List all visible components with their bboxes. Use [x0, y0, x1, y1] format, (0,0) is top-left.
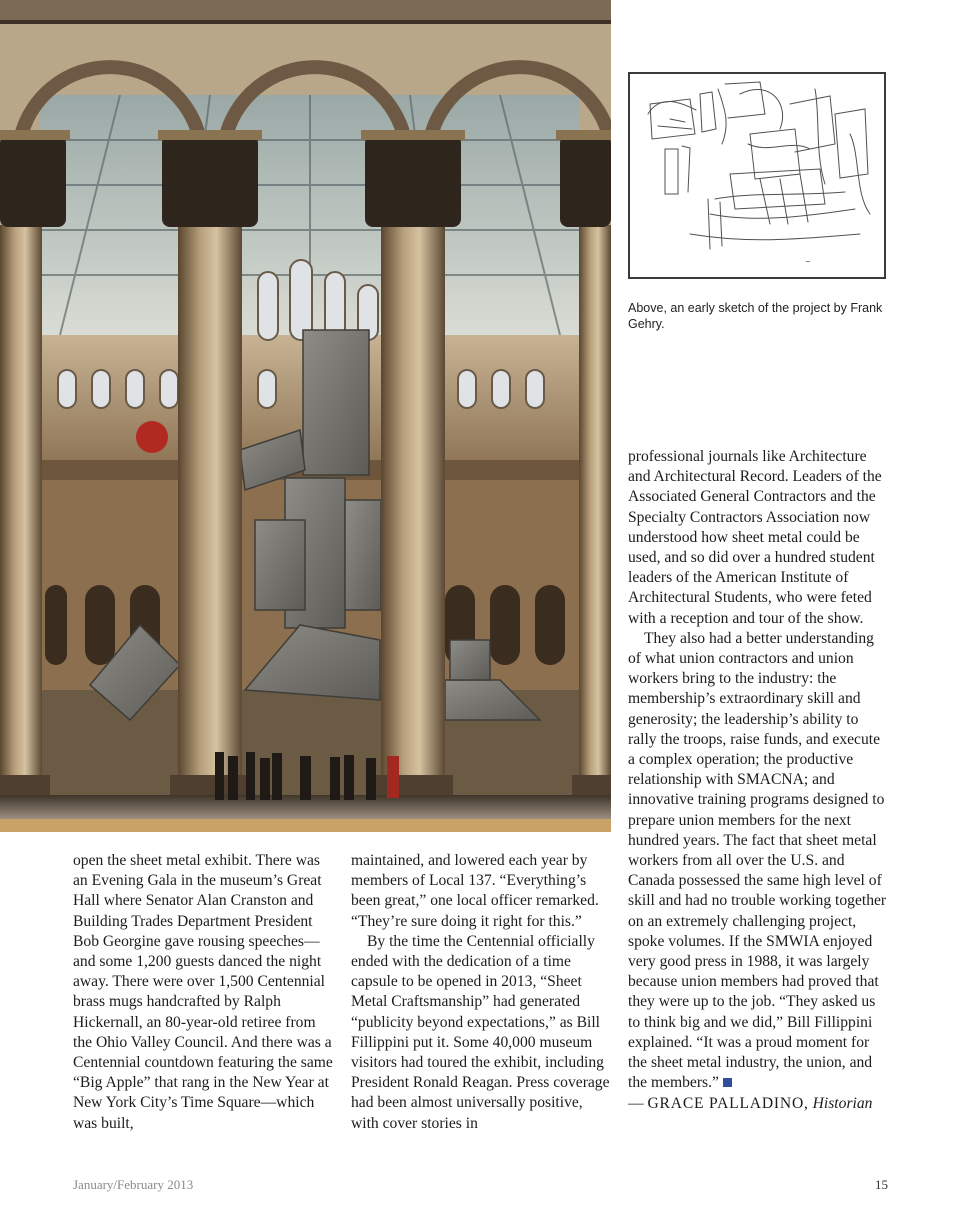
paragraph: maintained, and lowered each year by members of Local 137. “Everything’s been great,” one local officer remarked. “They’re sure doing it right for this.”: [351, 852, 599, 930]
sketch-caption: Above, an early sketch of the project by Frank Gehry.: [628, 301, 883, 331]
signature-dash: —: [628, 1094, 648, 1112]
text-column-1: [73, 851, 335, 1134]
text-column-3: [628, 447, 890, 1114]
issue-date: January/February 2013: [73, 1177, 194, 1192]
sketch-signature: ~: [805, 258, 811, 266]
gehry-sketch: [628, 72, 886, 279]
paragraph: open the sheet metal exhibit. There was an Evening Gala in the museum’s Great Hall where Senator Alan Cranston and Building Trades Department President Bob Georgine gave rousing speeches—and some 1,200 guests danced the night away. There were over 1,500 Centennial brass mugs handcrafted by Ralph Hickernall, an 80-year-old retiree from the Ohio Valley Council. And there was a Centennial countdown featuring the same “Big Apple” that rang in the New Year at New York City’s Time Square—which was built,: [73, 852, 333, 1132]
author-name: GRACE PALLADINO,: [647, 1094, 809, 1112]
text-column-2: [351, 851, 613, 1134]
end-of-article-icon: [723, 1078, 732, 1087]
author-signature: [628, 1094, 890, 1114]
paragraph: By the time the Centennial officially ended with the dedication of a time capsule to be opened in 2013, “Sheet Metal Craftsmanship” had generated “publicity beyond expectations,” as Bill Fillippini put it. Some 40,000 museum visitors had toured the exhibit, including President Ronald Reagan. Press coverage had been almost universally positive, with cover stories in: [351, 932, 610, 1132]
closing-paragraph: [628, 629, 890, 1094]
author-role: Historian: [808, 1094, 873, 1112]
paragraph: professional journals like Architecture and Architectural Record. Leaders of the Associated General Contractors and the Specialty Contractors Association now understood how sheet metal could be used, and so did over a hundred student leaders of the American Institute of Architectural Students, who were feted with a reception and tour of the show.: [628, 448, 882, 627]
exhibit-photo: [0, 0, 611, 832]
paragraph-text: They also had a better understanding of what union contractors and union workers bring to the industry: the membership’s extraordinary skill and generosity; the leadership’s ability to rally the troops, raise funds, and execute a complex operation; the productive relationship with SMACNA; and innovative training programs designed to prepare union members for the next hundred years. The fact that sheet metal workers from all over the U.S. and Canada possessed the same high level of skill and had no trouble working together on an extremely challenging project, spoke volumes. If the SMWIA enjoyed very good press in 1988, it was largely because union members had proved that they were up to the job. “They asked us to think big and we did,” Bill Fillippini explained. “It was a proud moment for the sheet metal industry, the union, and the members.”: [628, 629, 887, 1092]
sketch-drawing: [630, 74, 884, 277]
great-hall-illustration: [0, 0, 611, 832]
page-number: 15: [875, 1177, 888, 1192]
